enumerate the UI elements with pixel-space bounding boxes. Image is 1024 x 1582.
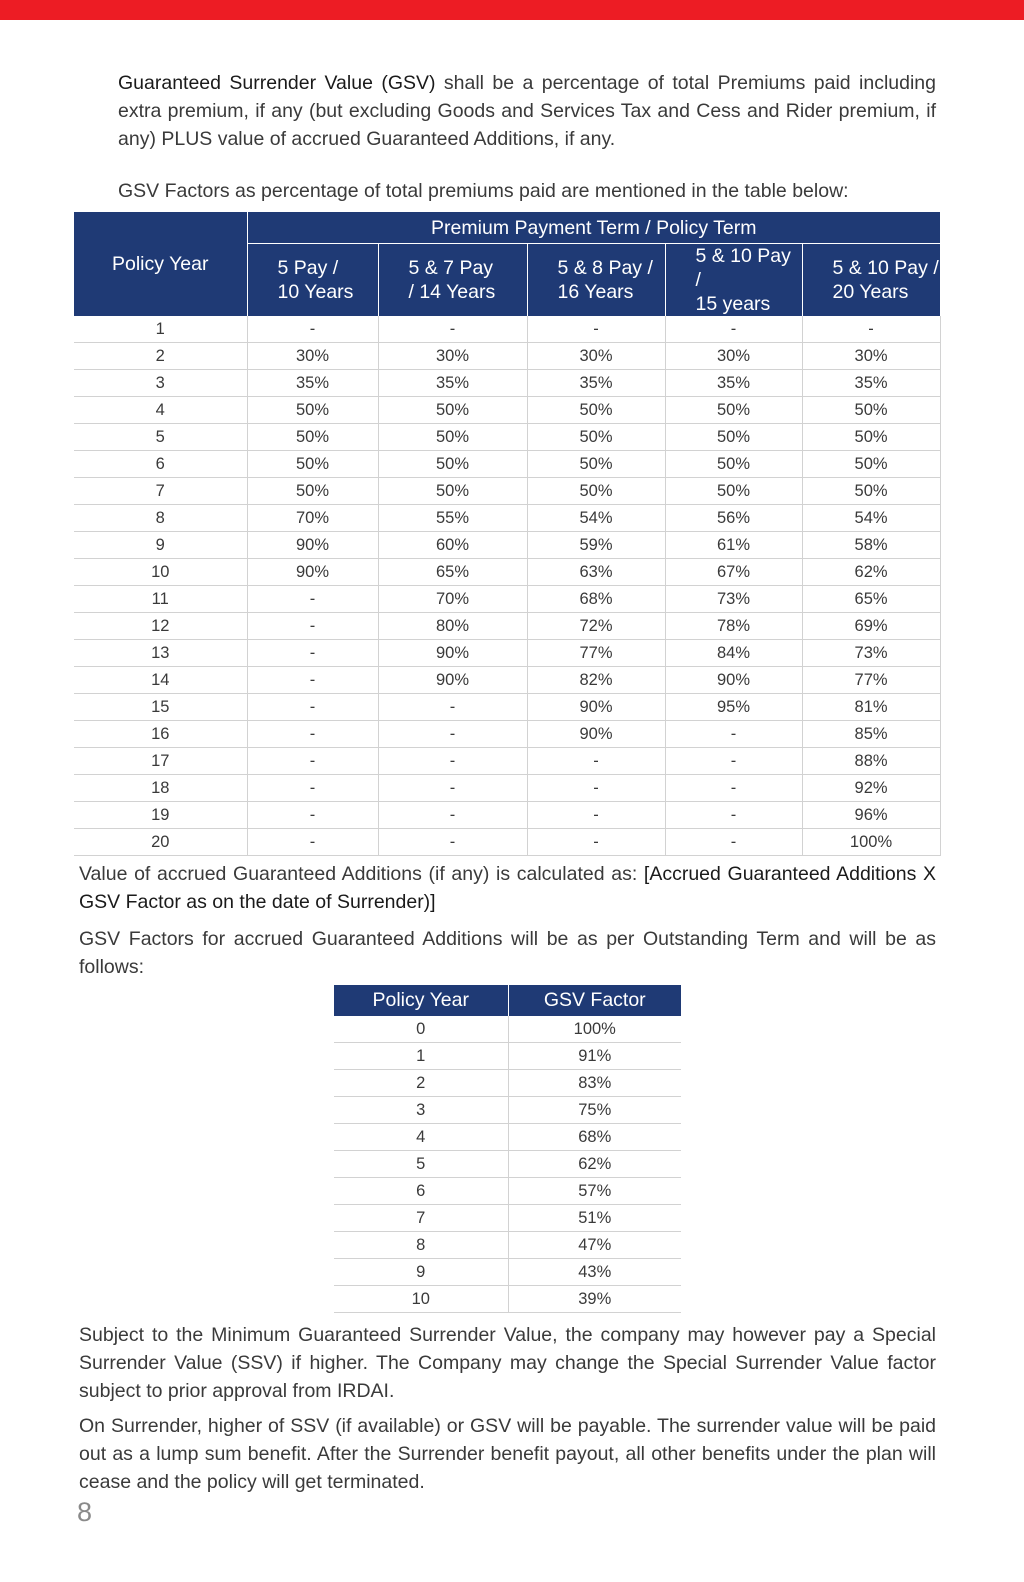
- gsv-factor-cell: 50%: [378, 478, 527, 505]
- gsv-factor-cell: -: [378, 802, 527, 829]
- table-row: [74, 694, 940, 721]
- gsv-factor-cell: -: [378, 316, 527, 343]
- gsv-factor-cell: 80%: [378, 613, 527, 640]
- accrued-additions-paragraph: [79, 860, 936, 916]
- gsv-factor-cell: 35%: [665, 370, 802, 397]
- gsv-factor-cell: -: [247, 640, 378, 667]
- gsv-factor-cell: 50%: [802, 451, 940, 478]
- policy-year-cell: 3: [334, 1097, 508, 1124]
- table-row: [74, 343, 940, 370]
- gsv-factor-cell: 51%: [508, 1205, 681, 1232]
- table-row: [74, 748, 940, 775]
- policy-year-cell: 6: [334, 1178, 508, 1205]
- gsv-factor-cell: -: [665, 802, 802, 829]
- gsv-term: Guaranteed Surrender Value (GSV): [118, 72, 436, 94]
- gsv-factor-cell: -: [247, 721, 378, 748]
- gsv-factor-cell: 77%: [802, 667, 940, 694]
- gsv-factor-cell: 50%: [378, 424, 527, 451]
- gsv-factor-cell: 88%: [802, 748, 940, 775]
- gsv-factor-cell: 72%: [527, 613, 665, 640]
- table-row: [74, 802, 940, 829]
- gsv-factor-cell: -: [527, 829, 665, 856]
- policy-year-cell: 8: [334, 1232, 508, 1259]
- table-row: [334, 1016, 681, 1043]
- ga-factor-intro: GSV Factors for accrued Guaranteed Additions will be as per Outstanding Term and will be as follows:: [79, 928, 936, 978]
- table-row: [74, 532, 940, 559]
- gsv-factor-cell: 95%: [665, 694, 802, 721]
- gsv-factor-cell: -: [378, 694, 527, 721]
- table-row: [74, 478, 940, 505]
- policy-year-cell: 1: [74, 316, 247, 343]
- gsv-factor-cell: 92%: [802, 775, 940, 802]
- table-row: [334, 1259, 681, 1286]
- gsv-factor-cell: 56%: [665, 505, 802, 532]
- table-row: [334, 1178, 681, 1205]
- gsv-factor-header: GSV Factor: [508, 985, 681, 1016]
- table-row: [74, 316, 940, 343]
- gsv-factor-cell: -: [378, 721, 527, 748]
- gsv-factor-cell: 50%: [527, 478, 665, 505]
- gsv-factor-cell: -: [665, 775, 802, 802]
- policy-year-cell: 15: [74, 694, 247, 721]
- accrued-additions-formula: [Accrued Guaranteed Additions X GSV Factor as on the date of Surrender)]: [79, 863, 936, 913]
- table-row: [74, 451, 940, 478]
- gsv-factor-cell: 50%: [247, 478, 378, 505]
- gsv-factor-cell: 73%: [802, 640, 940, 667]
- gsv-factor-cell: 84%: [665, 640, 802, 667]
- gsv-factor-cell: 100%: [508, 1016, 681, 1043]
- gsv-factor-cell: 78%: [665, 613, 802, 640]
- policy-year-cell: 9: [334, 1259, 508, 1286]
- gsv-factor-cell: 96%: [802, 802, 940, 829]
- table-row: [74, 424, 940, 451]
- table-row: [74, 505, 940, 532]
- gsv-factor-cell: 82%: [527, 667, 665, 694]
- gsv-factor-cell: 67%: [665, 559, 802, 586]
- surrender-payout-paragraph: On Surrender, higher of SSV (if available) or GSV will be payable. The surrender value will be paid out as a lump sum benefit. After the Surrender benefit payout, all other benefits under the plan will cease and the policy will get terminated.: [79, 1415, 936, 1493]
- gsv-factor-cell: 35%: [378, 370, 527, 397]
- gsv-factor-cell: 90%: [527, 694, 665, 721]
- gsv-factor-cell: 50%: [527, 451, 665, 478]
- gsv-factor-cell: 90%: [247, 532, 378, 559]
- term-column-header: [665, 244, 802, 317]
- table-row: [334, 1043, 681, 1070]
- gsv-factor-cell: -: [378, 748, 527, 775]
- term-header-line1: 5 & 8 Pay /: [557, 257, 653, 279]
- policy-year-cell: 4: [334, 1124, 508, 1151]
- gsv-factor-cell: 90%: [378, 667, 527, 694]
- gsv-factor-cell: -: [247, 802, 378, 829]
- gsv-factor-cell: -: [247, 667, 378, 694]
- gsv-factor-cell: 39%: [508, 1286, 681, 1313]
- ssv-paragraph: Subject to the Minimum Guaranteed Surrender Value, the company may however pay a Special Surrender Value (SSV) if higher. The Company may change the Special Surrender Value factor subject to prior approval from IRDAI.: [79, 1324, 936, 1402]
- policy-year-cell: 14: [74, 667, 247, 694]
- gsv-factor-cell: 50%: [665, 478, 802, 505]
- gsv-factor-cell: 50%: [802, 397, 940, 424]
- policy-year-cell: 17: [74, 748, 247, 775]
- gsv-factor-cell: 50%: [378, 397, 527, 424]
- gsv-factor-cell: -: [378, 775, 527, 802]
- gsv-factor-cell: -: [665, 721, 802, 748]
- gsv-factor-cell: -: [527, 316, 665, 343]
- gsv-factor-cell: 90%: [378, 640, 527, 667]
- top-accent-bar: [0, 0, 1024, 20]
- term-header-line2: 20 Years: [832, 281, 909, 303]
- policy-year-cell: 3: [74, 370, 247, 397]
- gsv-factor-cell: -: [247, 586, 378, 613]
- gsv-factor-cell: 61%: [665, 532, 802, 559]
- table-row: [74, 829, 940, 856]
- term-header-line1: 5 & 10 Pay /: [832, 257, 939, 279]
- term-header-line1: 5 & 7 Pay: [408, 257, 494, 279]
- gsv-factor-cell: 81%: [802, 694, 940, 721]
- page-number: 8: [77, 1497, 93, 1527]
- gsv-factor-cell: -: [247, 694, 378, 721]
- table-row: [74, 640, 940, 667]
- gsv-factor-cell: 50%: [527, 424, 665, 451]
- ga-gsv-factor-table: [334, 985, 681, 1313]
- gsv-factor-cell: 50%: [665, 451, 802, 478]
- gsv-factor-cell: 50%: [247, 424, 378, 451]
- gsv-factor-cell: 69%: [802, 613, 940, 640]
- gsv-factor-cell: 70%: [247, 505, 378, 532]
- table-row: [334, 1205, 681, 1232]
- premium-term-group-header: Premium Payment Term / Policy Term: [247, 212, 940, 244]
- accrued-additions-text: Value of accrued Guaranteed Additions (if any) is calculated as:: [79, 863, 644, 885]
- gsv-factor-cell: -: [665, 316, 802, 343]
- policy-year-cell: 5: [334, 1151, 508, 1178]
- gsv-factor-cell: 85%: [802, 721, 940, 748]
- gsv-factor-cell: 35%: [527, 370, 665, 397]
- policy-year-cell: 20: [74, 829, 247, 856]
- policy-year-cell: 10: [74, 559, 247, 586]
- policy-year-cell: 10: [334, 1286, 508, 1313]
- gsv-factor-cell: 91%: [508, 1043, 681, 1070]
- gsv-factor-cell: -: [665, 829, 802, 856]
- term-header-line2: 10 Years: [277, 281, 354, 303]
- policy-year-cell: 1: [334, 1043, 508, 1070]
- gsv-factor-cell: 30%: [665, 343, 802, 370]
- gsv-factor-cell: 50%: [802, 424, 940, 451]
- gsv-factor-cell: 43%: [508, 1259, 681, 1286]
- gsv-factor-cell: 90%: [527, 721, 665, 748]
- gsv-factor-cell: 50%: [665, 397, 802, 424]
- gsv-factor-cell: 77%: [527, 640, 665, 667]
- table-row: [74, 397, 940, 424]
- gsv-factor-cell: -: [247, 316, 378, 343]
- table-row: [74, 721, 940, 748]
- gsv-factor-cell: 68%: [527, 586, 665, 613]
- gsv-factor-cell: 75%: [508, 1097, 681, 1124]
- gsv-factor-cell: -: [247, 829, 378, 856]
- policy-year-cell: 2: [334, 1070, 508, 1097]
- term-header-line2: 16 Years: [557, 281, 634, 303]
- policy-year-cell: 7: [334, 1205, 508, 1232]
- gsv-factor-cell: 70%: [378, 586, 527, 613]
- gsv-factor-cell: -: [802, 316, 940, 343]
- policy-year-header: Policy Year: [74, 212, 247, 316]
- term-column-header: [247, 244, 378, 317]
- term-header-line1: 5 Pay /: [277, 257, 339, 279]
- gsv-factor-cell: 63%: [527, 559, 665, 586]
- policy-year-cell: 12: [74, 613, 247, 640]
- policy-year-cell: 4: [74, 397, 247, 424]
- gsv-factor-cell: -: [527, 802, 665, 829]
- gsv-factor-cell: 50%: [802, 478, 940, 505]
- term-header-line2: / 14 Years: [408, 281, 496, 303]
- policy-year-cell: 13: [74, 640, 247, 667]
- gsv-factor-cell: 59%: [527, 532, 665, 559]
- table-row: [74, 586, 940, 613]
- gsv-factor-cell: 54%: [802, 505, 940, 532]
- gsv-factor-cell: 47%: [508, 1232, 681, 1259]
- policy-year-cell: 18: [74, 775, 247, 802]
- gsv-factor-cell: 58%: [802, 532, 940, 559]
- gsv-factor-cell: 65%: [378, 559, 527, 586]
- gsv-factor-cell: 65%: [802, 586, 940, 613]
- term-column-header: [527, 244, 665, 317]
- table-row: [74, 613, 940, 640]
- gsv-factor-cell: 60%: [378, 532, 527, 559]
- policy-year-cell: 6: [74, 451, 247, 478]
- policy-year-cell: 7: [74, 478, 247, 505]
- table-row: [334, 1286, 681, 1313]
- gsv-factor-cell: 50%: [527, 397, 665, 424]
- table-row: [74, 775, 940, 802]
- policy-year-cell: 8: [74, 505, 247, 532]
- gsv-factor-cell: 50%: [247, 451, 378, 478]
- gsv-factor-cell: 35%: [802, 370, 940, 397]
- gsv-definition-text: shall be a percentage of total Premiums paid including extra premium, if any (but excluding Goods and Services Tax and Cess and Rider premium, if any) PLUS value of accrued Guaranteed Additions, if any.: [118, 72, 936, 150]
- gsv-factor-cell: 30%: [247, 343, 378, 370]
- policy-year-cell: 19: [74, 802, 247, 829]
- gsv-factor-table: [74, 212, 941, 856]
- gsv-factor-cell: 90%: [665, 667, 802, 694]
- term-header-line1: 5 & 10 Pay /: [695, 245, 791, 291]
- gsv-factor-cell: -: [527, 775, 665, 802]
- gsv-factor-cell: 62%: [508, 1151, 681, 1178]
- gsv-factor-cell: 68%: [508, 1124, 681, 1151]
- policy-year-cell: 9: [74, 532, 247, 559]
- term-column-header: [802, 244, 940, 317]
- gsv-factor-cell: -: [247, 613, 378, 640]
- policy-year-cell: 5: [74, 424, 247, 451]
- table-row: [334, 1232, 681, 1259]
- gsv-definition-paragraph: [118, 69, 936, 153]
- table-row: [334, 1151, 681, 1178]
- gsv-factor-cell: 100%: [802, 829, 940, 856]
- gsv-factor-cell: 35%: [247, 370, 378, 397]
- gsv-factor-cell: -: [378, 829, 527, 856]
- policy-year-cell: 16: [74, 721, 247, 748]
- term-header-line2: 15 years: [695, 293, 771, 315]
- table-row: [74, 559, 940, 586]
- gsv-factor-cell: 73%: [665, 586, 802, 613]
- table-row: [334, 1124, 681, 1151]
- gsv-factor-cell: 57%: [508, 1178, 681, 1205]
- policy-year-cell: 2: [74, 343, 247, 370]
- gsv-factor-cell: 30%: [378, 343, 527, 370]
- policy-year-cell: 11: [74, 586, 247, 613]
- gsv-factor-cell: 54%: [527, 505, 665, 532]
- gsv-factor-cell: 62%: [802, 559, 940, 586]
- gsv-factor-cell: 30%: [527, 343, 665, 370]
- term-column-header: [378, 244, 527, 317]
- table-row: [334, 1070, 681, 1097]
- gsv-factor-cell: 50%: [247, 397, 378, 424]
- gsv-factor-cell: -: [247, 748, 378, 775]
- table-row: [334, 1097, 681, 1124]
- gsv-factor-cell: -: [247, 775, 378, 802]
- gsv-factor-cell: 55%: [378, 505, 527, 532]
- gsv-factor-cell: -: [527, 748, 665, 775]
- gsv-factor-cell: 30%: [802, 343, 940, 370]
- gsv-factor-cell: 50%: [378, 451, 527, 478]
- gsv-factor-cell: -: [665, 748, 802, 775]
- gsv-factor-cell: 90%: [247, 559, 378, 586]
- gsv-table-intro: GSV Factors as percentage of total premiums paid are mentioned in the table below:: [118, 180, 849, 202]
- gsv-factor-cell: 50%: [665, 424, 802, 451]
- policy-year-cell: 0: [334, 1016, 508, 1043]
- table-row: [74, 370, 940, 397]
- policy-year-header: Policy Year: [334, 985, 508, 1016]
- table-row: [74, 667, 940, 694]
- gsv-factor-cell: 83%: [508, 1070, 681, 1097]
